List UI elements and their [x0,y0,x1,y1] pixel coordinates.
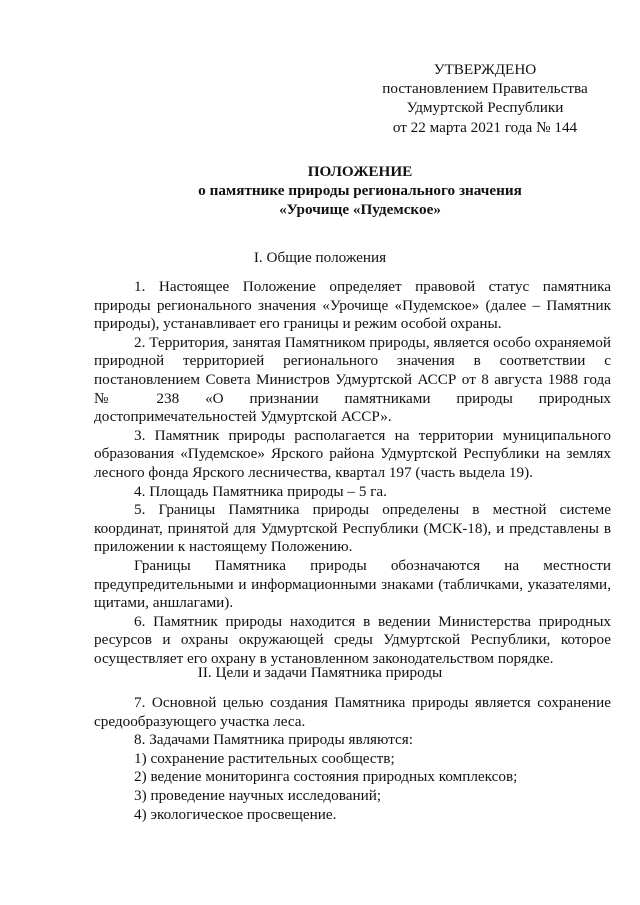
approved-date: от 22 марта 2021 года № 144 [392,118,578,136]
paragraph-4: 4. Площадь Памятника природы – 5 га. [134,482,387,500]
paragraph-5: 5. Границы Памятника природы определены в местной системе координат, принятой для Удмуртской Республики (МСК-18), и представлены в приложении к настоящему Положению. [94,501,611,556]
section-2-heading: II. Цели и задачи Памятника природы [197,664,443,681]
paragraph-8: 8. Задачами Памятника природы являются: [134,731,413,749]
approval-stamp [360,60,610,137]
paragraph-6: 6. Памятник природы находится в ведении Министерства природных ресурсов и охраны окружающей среды Удмуртской Республики, которое осуществляет его охрану в установленном законодательством порядке. [94,612,611,667]
task-item-1: 1) сохранение растительных сообществ; [134,749,395,767]
title-line-1: ПОЛОЖЕНИЕ [307,163,413,180]
paragraph-1: 1. Настоящее Положение определяет правовой статус памятника природы регионального значения «Урочище «Пудемское» (далее – Памятник природы), устанавливает его границы и режим особой охраны. [94,278,611,333]
task-item-2: 2) ведение мониторинга состояния природных комплексов; [134,768,518,786]
document-title [80,162,640,219]
task-item-4: 4) экологическое просвещение. [134,805,337,823]
paragraph-2: 2. Территория, занятая Памятником природы, является особо охраняемой природной территорией регионального значения в соответствии с постановлением Совета Министров Удмуртской АССР от 8 августа 1988 года № 238 «О признании памятниками природы природных достопримечательностей Удмуртской АССР». [94,333,611,426]
approved-by: постановлением Правительства [382,80,588,98]
section-1-body [94,278,611,668]
task-item-3: 3) проведение научных исследований; [134,786,382,804]
section-1-heading: I. Общие положения [253,249,387,266]
title-line-2: о памятнике природы регионального значения [198,182,522,199]
approved-label: УТВЕРЖДЕНО [433,61,537,78]
title-line-3: «Урочище «Пудемское» [279,201,441,218]
approved-authority: Удмуртской Республики [406,99,564,117]
paragraph-3: 3. Памятник природы располагается на территории муниципального образования «Пудемское» Ярского района Удмуртской Республики на землях лесного фонда Ярского лесничества, квартал 197 (часть выдела 19). [94,426,611,481]
paragraph-7: 7. Основной целью создания Памятника природы является сохранение средообразующего участка леса. [94,694,611,730]
paragraph-5b: Границы Памятника природы обозначаются на местности предупредительными и информационными знаками (табличками, указателями, щитами, аншлагами). [94,556,611,612]
section-2-body [94,694,611,824]
